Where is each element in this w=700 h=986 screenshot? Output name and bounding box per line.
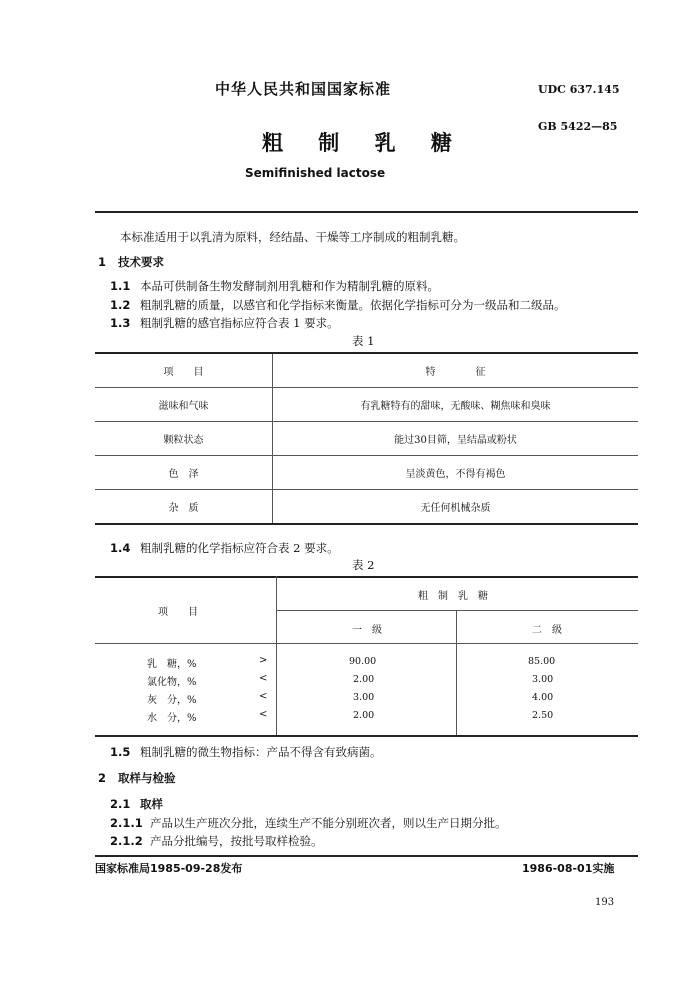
item-2-1-1: 2.1.1 产品以生产班次分批，连续生产不能分别班次者，则以生产日期分批。: [110, 816, 507, 830]
table-2-row-g1: 2.00: [353, 710, 375, 721]
table-2-row-op: >: [259, 655, 268, 666]
table-2-row-op: <: [259, 691, 268, 702]
section-2-1-heading: 2.1 取样: [110, 797, 163, 811]
table-2-row-g1: 3.00: [353, 692, 375, 703]
standard-org-title: 中华人民共和国国家标准: [215, 80, 392, 98]
table-row: [95, 353, 638, 388]
table-2-row-op: <: [259, 673, 268, 684]
table-2-grade1-header: 一 级: [352, 625, 382, 636]
item-1-3: 1.3 粗制乳糖的感官指标应符合表 1 要求。: [110, 316, 339, 330]
table-cell: 无任何机械杂质: [273, 490, 639, 525]
page-number: 193: [595, 897, 615, 908]
table-row: [95, 456, 638, 490]
table-2-row-name: 氯化物，%: [147, 677, 197, 688]
table-2-header-item: 项 目: [158, 607, 198, 618]
table-2-row-g1: 2.00: [353, 674, 375, 685]
table-2-row-name: 灰 分，%: [147, 695, 197, 706]
table-1-header-feature: 特 征: [273, 353, 639, 388]
item-1-2: 1.2 粗制乳糖的质量，以感官和化学指标来衡量。依据化学指标可分为一级品和二级品。: [110, 298, 566, 312]
table-1-caption: 表 1: [352, 334, 375, 348]
table-2-row-op: <: [259, 709, 268, 720]
table-2-row-g2: 4.00: [532, 692, 554, 703]
gb-code: GB 5422—85: [538, 120, 618, 133]
document-title-en: Semifinished lactose: [245, 166, 386, 180]
table-2-grade2-header: 二 级: [532, 625, 562, 636]
table-2-row-name: 乳 糖，%: [147, 659, 197, 670]
table-2-row-g2: 85.00: [528, 656, 556, 667]
section-1-heading: 1 技术要求: [98, 255, 164, 269]
table-cell: 色 泽: [95, 456, 273, 490]
document-title-cn: 粗 制 乳 糖: [262, 131, 466, 155]
table-2-row-g2: 2.50: [532, 710, 554, 721]
footer-rule: [95, 855, 638, 857]
table-row: [95, 388, 638, 422]
table-2-row-g2: 3.00: [532, 674, 554, 685]
table-row: [95, 490, 638, 525]
issue-date: 国家标准局1985-09-28发布: [95, 862, 243, 875]
table-row: [95, 422, 638, 456]
effective-date: 1986-08-01实施: [522, 862, 615, 875]
table-cell: 杂 质: [95, 490, 273, 525]
table-2-caption: 表 2: [352, 558, 375, 572]
table-cell: 颗粒状态: [95, 422, 273, 456]
header-rule: [95, 211, 638, 213]
table-1-header-item: 项 目: [95, 353, 273, 388]
table-cell: 能过30目筛，呈结晶或粉状: [273, 422, 639, 456]
table-1: [95, 352, 638, 525]
item-2-1-2: 2.1.2 产品分批编号，按批号取样检验。: [110, 834, 323, 848]
intro-paragraph: 本标准适用于以乳清为原料，经结晶、干燥等工序制成的粗制乳糖。: [120, 230, 465, 244]
table-cell: 滋味和气味: [95, 388, 273, 422]
udc-code: UDC 637.145: [538, 83, 620, 96]
table-cell: 有乳糖特有的甜味，无酸味、糊焦味和臭味: [273, 388, 639, 422]
table-2-group-header: 粗 制 乳 糖: [418, 591, 488, 602]
item-1-5: 1.5 粗制乳糖的微生物指标：产品不得含有致病菌。: [110, 745, 382, 759]
section-2-heading: 2 取样与检验: [98, 771, 176, 785]
item-1-4: 1.4 粗制乳糖的化学指标应符合表 2 要求。: [110, 541, 339, 555]
table-2-row-name: 水 分，%: [147, 713, 197, 724]
table-cell: 呈淡黄色，不得有褐色: [273, 456, 639, 490]
table-2-row-g1: 90.00: [349, 656, 377, 667]
item-1-1: 1.1 本品可供制备生物发酵制剂用乳糖和作为精制乳糖的原料。: [110, 279, 439, 293]
